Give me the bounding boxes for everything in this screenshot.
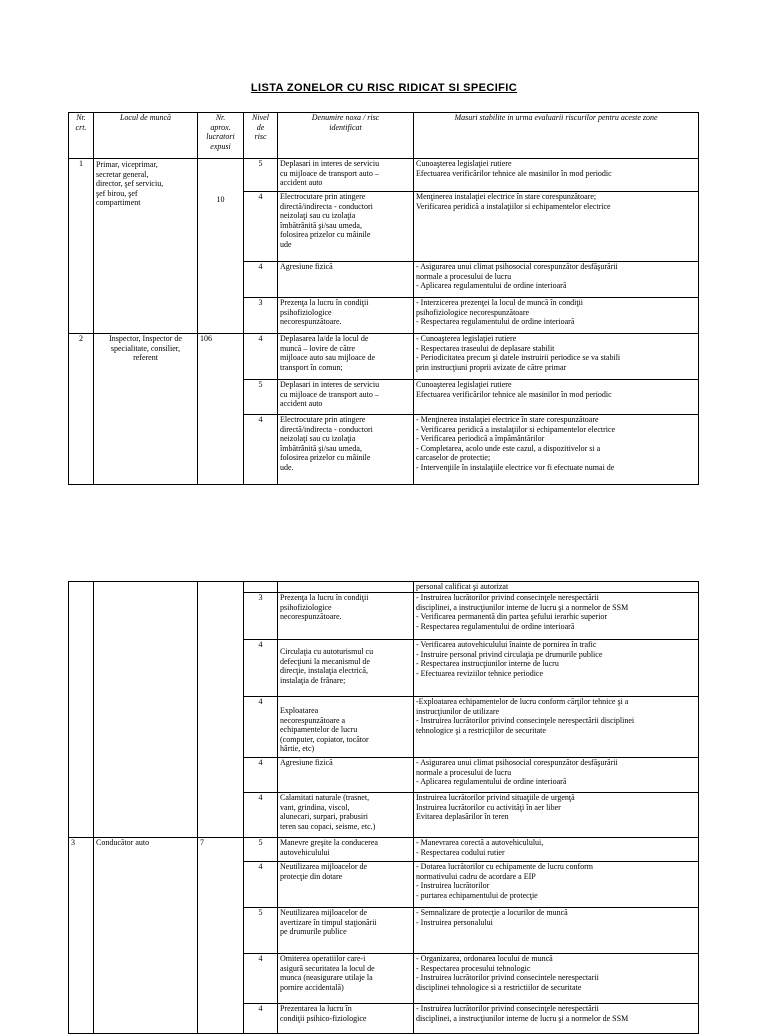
header-loc: Locul de muncă	[94, 113, 198, 159]
risk-name: Prezenţa la lucru în condiţii psihofiziologice necorespunzătoare.	[278, 593, 414, 640]
group-nr: 2	[69, 334, 94, 485]
risk-level: 4	[244, 758, 278, 793]
group-lucratori-text: 10	[216, 195, 225, 204]
risk-measures: Cunoaşterea legislaţiei rutiere Efectuarea verificărilor tehnice ale masinilor în mod periodic	[414, 380, 699, 415]
group-loc-text: Primar, viceprimar, secretar general, director, şef serviciu, şef birou, şef compartiment	[96, 160, 164, 208]
risk-measures: - Instruirea lucrătorilor privind consecinţele nerespectării disciplinei, a instrucţiunilor interne de lucru şi a normelor de SSM - Verificarea permanentă din partea şefului ierarhic superior - Respectarea regulamentului de ordine interioară	[414, 593, 699, 640]
header-lucratori: Nr. aprox. lucratori expusi	[198, 113, 244, 159]
risk-name: Deplasari in interes de serviciu cu mijloace de transport auto – accident auto	[278, 380, 414, 415]
risk-level: 4	[244, 640, 278, 697]
risk-level: 4	[244, 1004, 278, 1034]
risk-level: 4	[244, 415, 278, 485]
risk-name: Neutilizarea mijloacelor de protecţie din dotare	[278, 862, 414, 908]
risk-measures: - Instruirea lucrătorilor privind consecinţele nerespectării disciplinei, a instrucţiunilor interne de lucru şi a normelor de SSM	[414, 1004, 699, 1034]
group-loc	[94, 159, 198, 334]
risk-name	[278, 697, 414, 758]
risk-name: Electrocutare prin atingere directă/indirecta - conductori neizolaţi sau cu izolaţia îmbătrânită şi/sau umeda, folosirea prizelor cu mâinile ude.	[278, 415, 414, 485]
group-nr: 1	[69, 159, 94, 334]
risk-measures: - Manevrarea corectă a autovehiculului, - Respectarea codului rutier	[414, 838, 699, 862]
risk-name: Neutilizarea mijloacelor de avertizare în timpul staţionării pe drumurile publice	[278, 908, 414, 954]
risk-measures: - Semnalizare de protecţie a locurilor de muncă - Instruirea personalului	[414, 908, 699, 954]
risk-level: 4	[244, 334, 278, 380]
risk-measures: Instruirea lucrătorilor privind situaţiile de urgenţă Instruirea lucrătorilor cu activităţi în aer liber Evitarea deplasărilor în teren	[414, 793, 699, 838]
risk-measures: - Asigurarea unui climat psihosocial corespunzător desfăşurării normale a procesului de lucru - Aplicarea regulamentului de ordine interioară	[414, 758, 699, 793]
risk-measures: - Verificarea autovehiculului înainte de pornirea în trafic - Instruire personal privind circulaţia pe drumurile publice - Respectarea instrucţiunilor interne de lucru - Efectuarea reviziilor tehnice periodice	[414, 640, 699, 697]
risk-level: 4	[244, 793, 278, 838]
table-row	[69, 159, 699, 192]
risk-name-text: Circulaţia cu autoturismul cu defecţiuni la mecanismul de direcţie, instalaţia electrică, instalaţia de frânare;	[280, 647, 374, 685]
risk-name: Agresiune fizică	[278, 262, 414, 298]
risk-level: 4	[244, 192, 278, 262]
risk-measures: - Interzicerea prezenţei la locul de muncă în condiţii psihofiziologice necorespunzătoare - Respectarea regulamentului de ordine interioară	[414, 298, 699, 334]
risk-table-page-2	[68, 581, 699, 1034]
group-loc: Conducător auto	[94, 838, 198, 1034]
group-lucratori: 106	[198, 334, 244, 485]
risk-name: Deplasari in interes de serviciu cu mijloace de transport auto – accident auto	[278, 159, 414, 192]
risk-name: Electrocutare prin atingere directă/indirecta - conductori neizolaţi sau cu izolaţia îmbătrânită şi/sau umeda, folosirea prizelor cu mâinile ude	[278, 192, 414, 262]
risk-level: 3	[244, 298, 278, 334]
group-lucratori-cont	[198, 582, 244, 838]
group-loc: Inspector, Inspector de specialitate, consilier, referent	[94, 334, 198, 485]
group-loc-cont	[94, 582, 198, 838]
risk-level: 4	[244, 862, 278, 908]
risk-measures: - Dotarea lucrătorilor cu echipamente de lucru conform normativului cadru de acordare a EIP - Instruirea lucrătorilor - purtarea echipamentului de protecţie	[414, 862, 699, 908]
table-row	[69, 334, 699, 380]
risk-level: 3	[244, 593, 278, 640]
risk-level	[244, 582, 278, 593]
risk-level: 5	[244, 159, 278, 192]
risk-measures: Cunoaşterea legislaţiei rutiere Efectuarea verificărilor tehnice ale masinilor în mod periodic	[414, 159, 699, 192]
risk-measures: - Asigurarea unui climat psihosocial corespunzător desfăşurării normale a procesului de lucru - Aplicarea regulamentului de ordine interioară	[414, 262, 699, 298]
header-nivel: Nivel de risc	[244, 113, 278, 159]
risk-level: 5	[244, 838, 278, 862]
group-lucratori: 7	[198, 838, 244, 1034]
risk-level: 4	[244, 697, 278, 758]
risk-level: 5	[244, 908, 278, 954]
risk-measures: - Menţinerea instalaţiei electrice în stare corespunzătoare - Verificarea peridică a instalaţiilor si echipamentelor electrice - Verificarea periodică a împământărilor - Completarea, acolo unde este cazul, a dispozitivelor si a carcaselor de protectie; - Intervenţiile în instalaţiile electrice vor fi efectuate numai de	[414, 415, 699, 485]
risk-table-page-1	[68, 112, 699, 485]
risk-name	[278, 582, 414, 593]
risk-level: 5	[244, 380, 278, 415]
header-masuri: Masuri stabilite in urma evaluarii riscurilor pentru aceste zone	[414, 113, 699, 159]
risk-measures: -Exploatarea echipamentelor de lucru conform cărţilor tehnice şi a instrucţiunilor de utilizare - Instruirea lucrătorilor privind consecinţele nerespectării disciplinei tehnologice şi a restricţiilor de securitate	[414, 697, 699, 758]
risk-measures: Menţinerea instalaţiei electrice în stare corespunzătoare; Verificarea peridică a instalaţiilor si echipamentelor electrice	[414, 192, 699, 262]
header-nr: Nr. crt.	[69, 113, 94, 159]
risk-name: Agresiune fizică	[278, 758, 414, 793]
group-nr-cont	[69, 582, 94, 838]
document-title: LISTA ZONELOR CU RISC RIDICAT SI SPECIFIC	[250, 82, 518, 94]
risk-name: Manevre greşite la conducerea autovehiculului	[278, 838, 414, 862]
group-lucratori	[198, 159, 244, 334]
group-nr: 3	[69, 838, 94, 1034]
risk-name: Deplasarea la/de la locul de muncă – lovire de către mijloace auto sau mijloace de transport în comun;	[278, 334, 414, 380]
risk-level: 4	[244, 262, 278, 298]
table-header-row	[69, 113, 699, 159]
risk-name	[278, 640, 414, 697]
risk-name: Omiterea operatiilor care-i asigură securitatea la locul de munca (neasigurare utilaje la pornire accidentală)	[278, 954, 414, 1004]
header-denumire: Denumire noxa / risc identificat	[278, 113, 414, 159]
table-row	[69, 582, 699, 593]
risk-name: Prezentarea la lucru în condiţii psihico-fiziologice	[278, 1004, 414, 1034]
risk-level: 4	[244, 954, 278, 1004]
risk-measures-continuation: personal calificat şi autorizat	[414, 582, 699, 593]
risk-name: Calamitati naturale (trasnet, vant, grindina, viscol, alunecari, surpari, prabusiri teren sau copaci, seisme, etc.)	[278, 793, 414, 838]
risk-measures: - Cunoaşterea legislaţiei rutiere - Respectarea traseului de deplasare stabilit - Periodicitatea precum şi datele instruirii periodice se va stabili prin instrucţiuni proprii avizate de către primar	[414, 334, 699, 380]
risk-measures: - Organizarea, ordonarea locului de muncă - Respectarea procesului tehnologic - Instruirea lucrătorilor privind consecintele nerespectarii disciplinei tehnologice si a restrictiilor de securitate	[414, 954, 699, 1004]
table-row	[69, 838, 699, 862]
risk-name: Prezenţa la lucru în condiţii psihofiziologice necorespunzătoare.	[278, 298, 414, 334]
risk-name-text: Exploatarea necorespunzătoare a echipamentelor de lucru (computer, copiator, tocător hârtie, etc)	[280, 706, 369, 754]
